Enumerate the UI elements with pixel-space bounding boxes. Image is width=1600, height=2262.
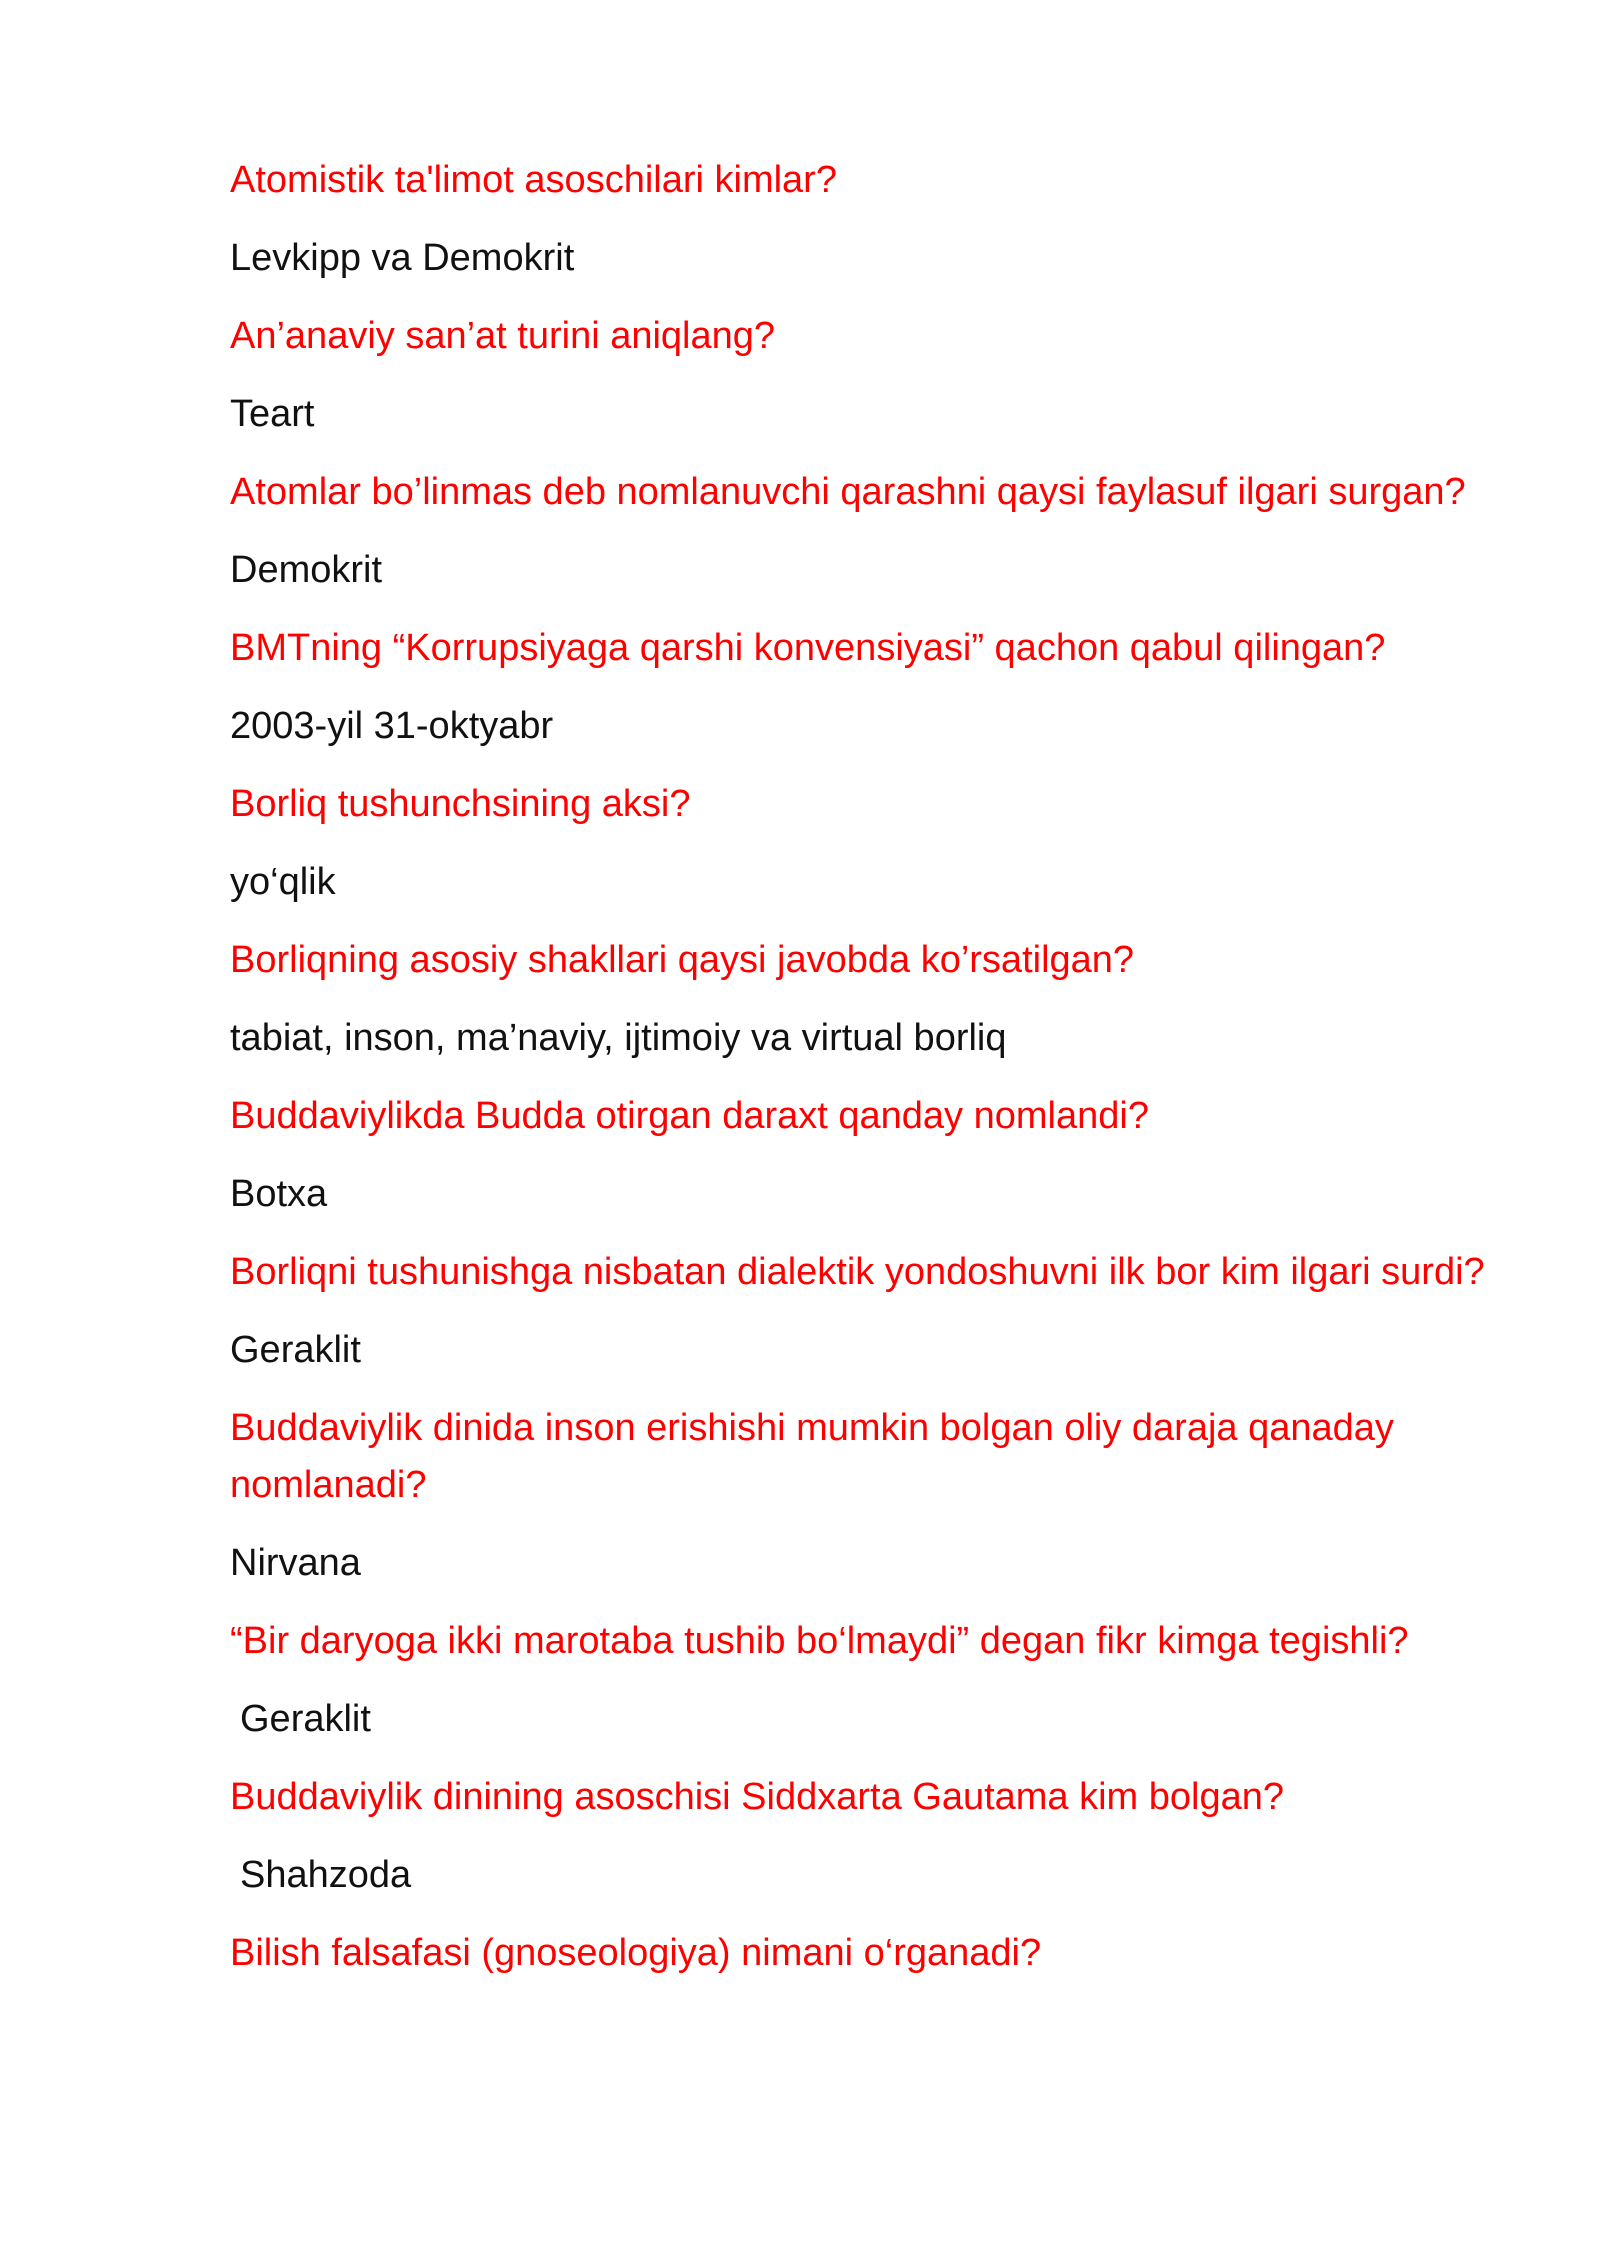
answer-text: Shahzoda <box>240 1854 412 1896</box>
answer-text: Geraklit <box>230 1329 361 1371</box>
question-text: Borliq tushunchsining aksi? <box>230 783 691 825</box>
question-text: BMTning “Korrupsiyaga qarshi konvensiyasi” qachon qabul qilingan? <box>230 627 1386 669</box>
question-text: Buddaviylik dinida inson erishishi mumkin bolgan oliy daraja qanaday nomlanadi? <box>230 1407 1394 1506</box>
question-text: An’anaviy san’at turini aniqlang? <box>230 315 776 357</box>
answer-text: Demokrit <box>230 549 383 591</box>
answer-text: yo‘qlik <box>230 861 336 903</box>
question-text: Atomlar bo’linmas deb nomlanuvchi qarashni qaysi faylasuf ilgari surgan? <box>230 471 1466 513</box>
question-text: Buddaviylikda Budda otirgan daraxt qanday nomlandi? <box>230 1095 1149 1137</box>
answer-text: Botxa <box>230 1173 328 1215</box>
answer-text: Geraklit <box>240 1698 371 1740</box>
answer-text: 2003-yil 31-oktyabr <box>230 705 554 747</box>
question-text: Buddaviylik dinining asoschisi Siddxarta Gautama kim bolgan? <box>230 1776 1285 1818</box>
answer-text: Levkipp va Demokrit <box>230 237 575 279</box>
question-text: Borliqni tushunishga nisbatan dialektik yondoshuvni ilk bor kim ilgari surdi? <box>230 1251 1485 1293</box>
question-text: Bilish falsafasi (gnoseologiya) nimani o‘rganadi? <box>230 1932 1042 1974</box>
question-text: Atomistik ta'limot asoschilari kimlar? <box>230 159 837 201</box>
question-text: “Bir daryoga ikki marotaba tushib bo‘lmaydi” degan fikr kimga tegishli? <box>230 1620 1409 1662</box>
answer-text: Teart <box>230 393 315 435</box>
answer-text: Nirvana <box>230 1542 361 1584</box>
answer-text: tabiat, inson, ma’naviy, ijtimoiy va virtual borliq <box>230 1017 1007 1059</box>
question-text: Borliqning asosiy shakllari qaysi javobda ko’rsatilgan? <box>230 939 1135 981</box>
qa-list <box>230 152 1520 2003</box>
